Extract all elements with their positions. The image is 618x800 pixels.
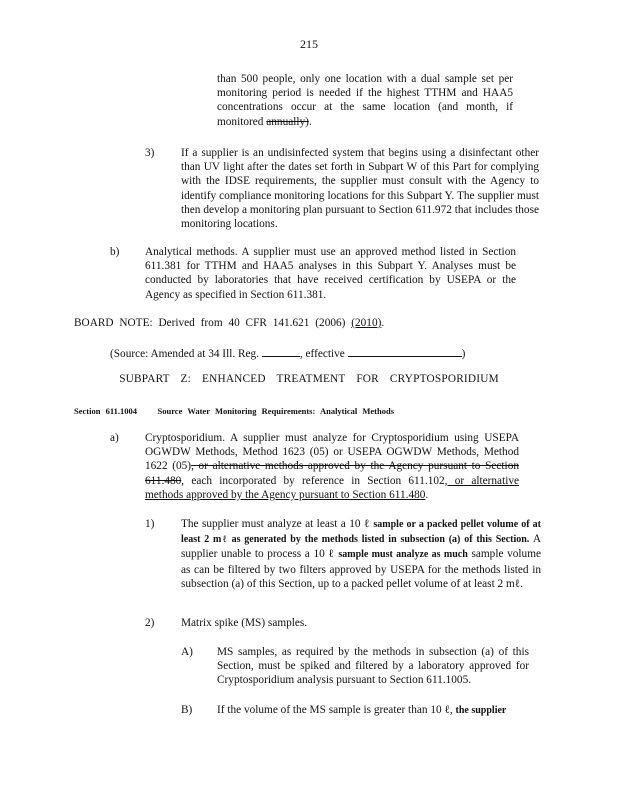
item-a2B-label: B) (181, 704, 193, 716)
item-a-text (145, 431, 519, 502)
item-3-text: If a supplier is an undisinfected system that begins using a disinfectant other than UV light after the dates set forth in Subpart W of this Part for complying with the IDSE requirements, the supplier must consult with the Agency to identify compliance monitoring locations for this Subpart Y. The supplier must then develop a monitoring plan pursuant to Section 611.972 that includes those monitoring locations. (181, 147, 539, 231)
inserted-text: , or alternative methods approved by the Agency pursuant to Section 611.480 (145, 474, 520, 501)
bold-text: sample or a packed pellet volume of at least 2 mℓ as generated by the methods listed in subsection (a) of this Section. (181, 519, 541, 546)
source-note-middle: , effective (299, 348, 345, 360)
item-a-body-2: , each incorporated by reference in Section 611.102 (181, 474, 445, 487)
source-note-suffix: ) (461, 348, 466, 360)
item-b-text: Analytical methods. A supplier must use an approved method listed in Section 611.381 for TTHM and HAA5 analyses in this Subpart Y. Analyses must be conducted by laboratories that have received certification by USEPA or the Agency as specified in Section 611.381. (145, 246, 516, 301)
subpart-title: SUBPART Z: ENHANCED TREATMENT FOR CRYPTOSPORIDIUM (119, 373, 499, 385)
board-note (74, 316, 394, 330)
board-note-text: BOARD NOTE: Derived from 40 CFR 141.621 (2006) (74, 317, 346, 329)
source-note-prefix: (Source: Amended at 34 Ill. Reg. (110, 348, 260, 360)
item-3-label: 3) (145, 147, 155, 159)
item-a1-body: The supplier must analyze at least a 10 ℓ (181, 518, 370, 530)
paragraph-dual-sample (217, 72, 513, 129)
item-a-tail: . (425, 488, 429, 501)
item-a2B-body: If the volume of the MS sample is greater than 10 ℓ, (217, 704, 453, 716)
bold-text: the supplier (455, 705, 507, 716)
struck-text: annually) (266, 115, 309, 128)
item-a2A-text: MS samples, as required by the methods in subsection (a) of this Section, must be spiked and filtered by a laboratory approved for Cryptosporidium analysis pursuant to Section 611.1005. (217, 646, 529, 687)
item-a-body: Cryptosporidium. A supplier must analyze for Cryptosporidium using USEPA OGWDW Methods, Method 1623 (05) or USEPA OGWDW Methods, Method 1622 (05) (145, 432, 519, 473)
item-a2-label: 2) (145, 617, 155, 629)
page-number: 215 (300, 37, 318, 51)
item-b-label: b) (110, 246, 120, 258)
item-a2B-text (217, 703, 529, 718)
section-title: Source Water Monitoring Requirements: Analytical Methods (157, 406, 395, 416)
item-a1-body-3: sample volume as can be filtered by two filters approved by USEPA for the methods listed in subsection (a) of this Section, up to a packed pellet volume of at least 2 mℓ. (181, 548, 542, 590)
paragraph-tail: . (308, 115, 312, 128)
struck-text: , or alternative methods approved by the Agency pursuant to Section 611.480 (145, 460, 519, 487)
register-blank (262, 345, 300, 357)
item-a1-label: 1) (145, 518, 155, 530)
item-a2-text: Matrix spike (MS) samples. (181, 617, 308, 629)
effective-date-blank (348, 345, 462, 357)
item-a1-text (181, 517, 541, 591)
paragraph-text: than 500 people, only one location with a dual sample set per monitoring period is needed if the highest TTHM and HAA5 concentrations occur at the same location (and month, if monitored (217, 73, 513, 128)
source-note (110, 345, 510, 361)
item-a-label: a) (110, 432, 119, 444)
bold-text: sample must analyze as much (338, 549, 468, 561)
section-number: Section 611.1004 (74, 406, 137, 416)
item-a1-body-2: A supplier unable to process a 10 ℓ (181, 533, 541, 561)
item-a2A-label: A) (181, 646, 193, 658)
board-note-tail: . (381, 317, 385, 329)
inserted-year: (2010) (351, 317, 382, 329)
section-heading (74, 404, 474, 418)
